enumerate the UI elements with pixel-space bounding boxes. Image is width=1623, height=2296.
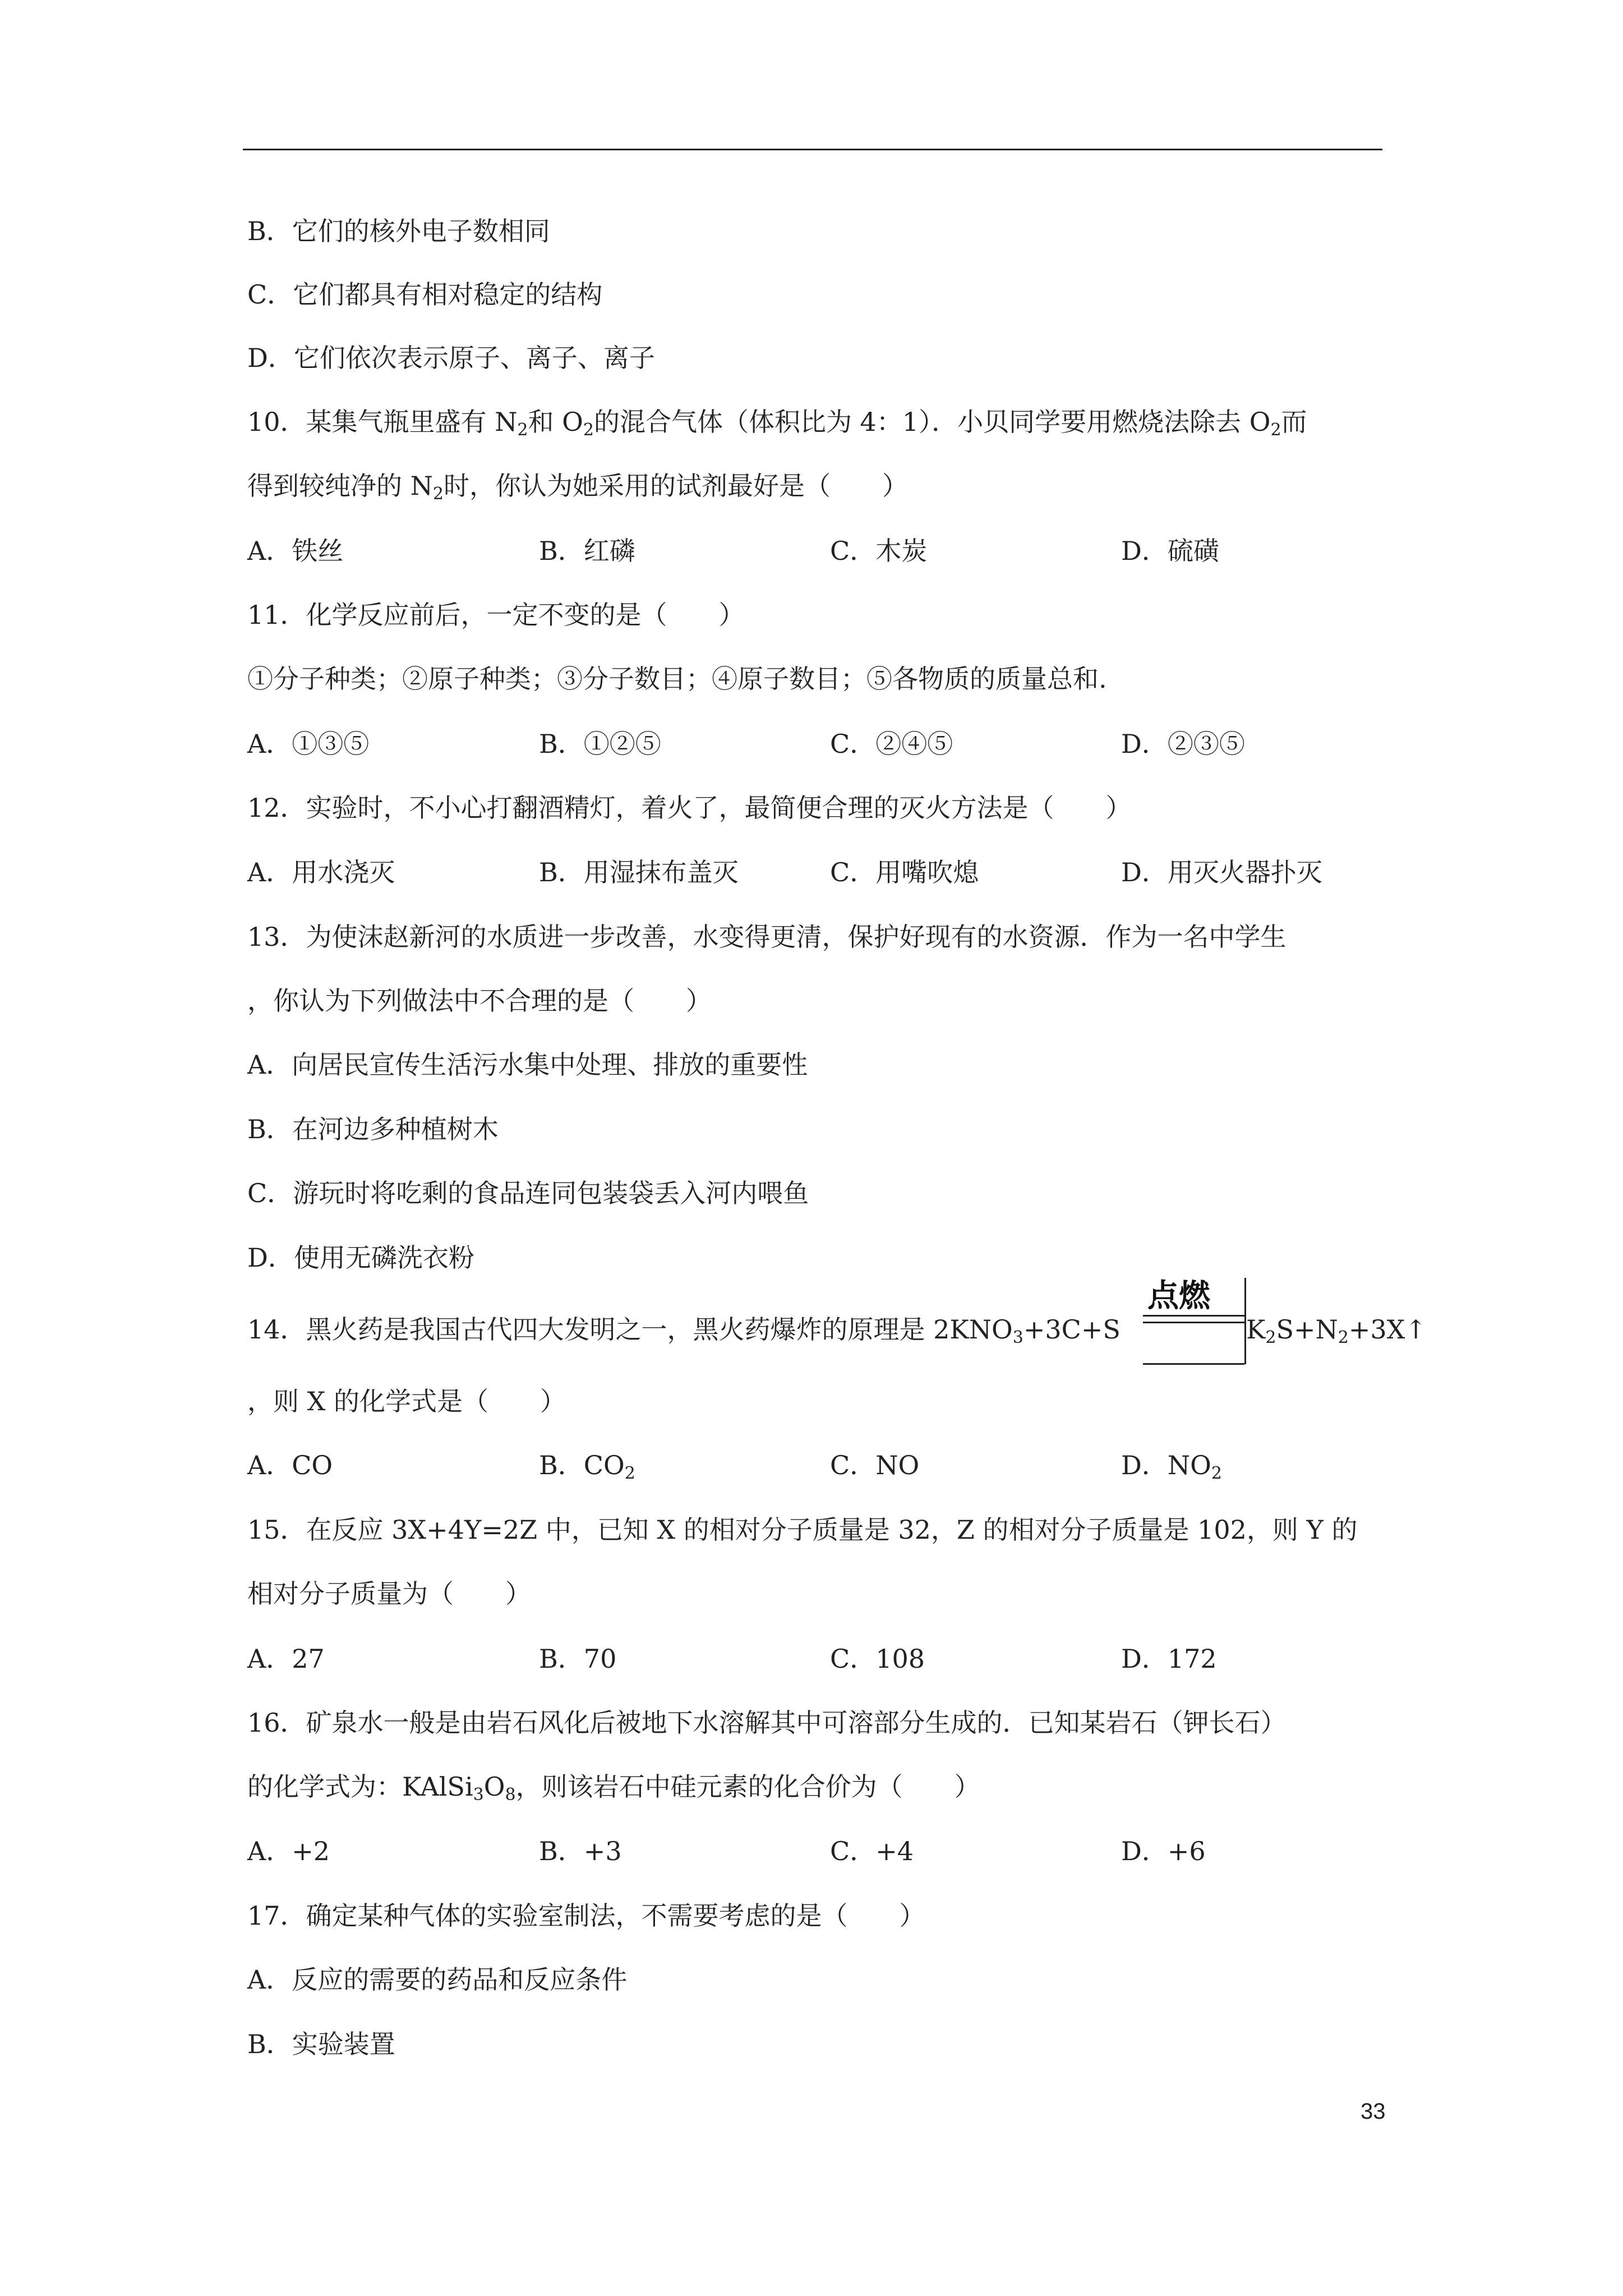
q14-option-a: A．CO [247, 1450, 333, 1480]
q14-option-c: C．NO [830, 1450, 920, 1480]
q12-stem: 12．实验时，不小心打翻酒精灯，着火了，最简便合理的灭火方法是（ ） [247, 793, 1132, 823]
q17-option-a: A．反应的需要的药品和反应条件 [247, 1964, 628, 1995]
reaction-arrow-bar-top [1143, 1315, 1244, 1317]
q13-stem-line1: 13．为使沫赵新河的水质进一步改善，水变得更清，保护好现有的水资源．作为一名中学生 [247, 922, 1287, 952]
q14-option-b: B．$CO_2$ [539, 1450, 635, 1483]
q9-option-c: C．它们都具有相对稳定的结构 [247, 279, 603, 310]
q16-option-c: C．+4 [830, 1836, 914, 1866]
q13-option-c: C．游玩时将吃剩的食品连同包装袋丢入河内喂鱼 [247, 1178, 809, 1208]
reaction-condition-label: 点燃 [1147, 1278, 1210, 1314]
q14-stem-line2: ，则 X 的化学式是（ ） [247, 1386, 566, 1416]
q10-option-d: D．硫磺 [1121, 536, 1219, 566]
q14-option-d: D．$NO_2$ [1121, 1450, 1222, 1483]
q11-stem: 11．化学反应前后，一定不变的是（ ） [247, 600, 745, 630]
q15-option-d: D．172 [1121, 1644, 1217, 1674]
q16-stem-line2: 的化学式为：$KAlSi_3O_8$，则该岩石中硅元素的化合价为（ ） [247, 1772, 980, 1805]
q13-option-a: A．向居民宣传生活污水集中处理、排放的重要性 [247, 1050, 808, 1080]
q14-stem-line1: 14．黑火药是我国古代四大发明之一，黑火药爆炸的原理是 $2KNO_3+3C+S$ [247, 1314, 1121, 1347]
page-number: 33 [1361, 2099, 1386, 2124]
q12-option-a: A．用水浇灭 [247, 857, 395, 887]
q15-option-a: A．27 [247, 1644, 325, 1674]
q15-stem-line1: 15．在反应 3X+4Y=2Z 中，已知 X 的相对分子质量是 32，Z 的相对分子质量是 102，则 Y 的 [247, 1515, 1358, 1545]
q17-stem: 17．确定某种气体的实验室制法，不需要考虑的是（ ） [247, 1901, 925, 1931]
q10-option-b: B．红磷 [539, 536, 635, 566]
q13-option-d: D．使用无磷洗衣粉 [247, 1243, 474, 1273]
q15-stem-line2: 相对分子质量为（ ） [247, 1579, 531, 1609]
reaction-arrow-bar-bottom [1143, 1322, 1244, 1323]
reaction-box-bottom-line [1143, 1363, 1244, 1365]
q9-option-b: B．它们的核外电子数相同 [247, 216, 550, 246]
q17-option-b: B．实验装置 [247, 2029, 395, 2059]
q16-stem-line1: 16．矿泉水一般是由岩石风化后被地下水溶解其中可溶部分生成的．已知某岩石（钾长石） [247, 1708, 1287, 1738]
q13-option-b: B．在河边多种植树木 [247, 1114, 499, 1144]
q12-option-c: C．用嘴吹熄 [830, 857, 979, 887]
q11-option-d: D．②③⑤ [1121, 729, 1245, 759]
q11-option-c: C．②④⑤ [830, 729, 953, 759]
q15-option-c: C．108 [830, 1644, 925, 1674]
q15-option-b: B．70 [539, 1644, 617, 1674]
q16-option-d: D．+6 [1121, 1836, 1206, 1866]
q11-option-a: A．①③⑤ [247, 729, 370, 759]
q11-option-b: B．①②⑤ [539, 729, 661, 759]
q16-option-b: B．+3 [539, 1836, 622, 1866]
q10-stem-line2: 得到较纯净的 $N_2$时，你认为她采用的试剂最好是（ ） [247, 471, 908, 504]
q13-stem-line2: ，你认为下列做法中不合理的是（ ） [247, 986, 712, 1016]
q10-stem-line1: 10．某集气瓶里盛有 $N_2$和 $O_2$的混合气体（体积比为 4：1）．小贝同学要用燃烧法除去 $O_2$而 [247, 407, 1307, 440]
q11-items: ①分子种类；②原子种类；③分子数目；④原子数目；⑤各物质的质量总和. [247, 664, 1107, 694]
q12-option-d: D．用灭火器扑灭 [1121, 857, 1322, 887]
header-rule [243, 149, 1382, 150]
q10-option-c: C．木炭 [830, 536, 928, 566]
q10-option-a: A．铁丝 [247, 536, 344, 566]
q14-equation-products: $K_2S+N_2+3X↑$ [1246, 1314, 1427, 1347]
q9-option-d: D．它们依次表示原子、离子、离子 [247, 343, 655, 373]
q16-option-a: A．+2 [247, 1836, 330, 1866]
q12-option-b: B．用湿抹布盖灭 [539, 857, 739, 887]
